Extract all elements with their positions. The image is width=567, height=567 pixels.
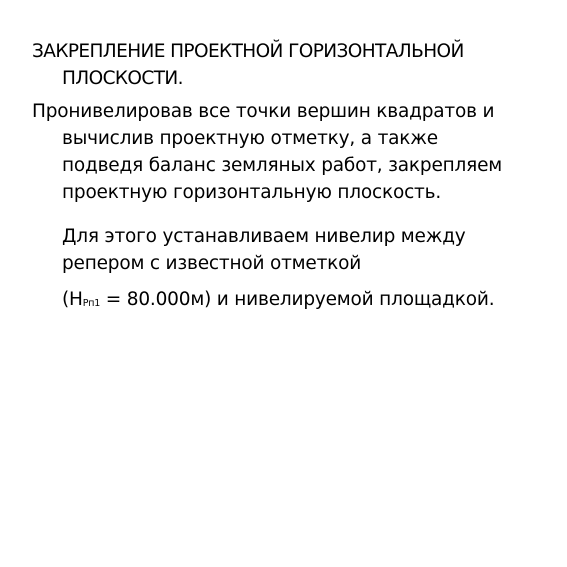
body-line-3: подведя баланс земляных работ, закрепляем (62, 155, 503, 176)
body-paragraph (32, 98, 542, 206)
body-line-2: вычислив проектную отметку, а также (62, 128, 438, 149)
benchmark-prefix: (Н (62, 289, 83, 310)
body-line-1: Пронивелировав все точки вершин квадратов и (32, 101, 495, 122)
title-line-1: ЗАКРЕПЛЕНИЕ ПРОЕКТНОЙ ГОРИЗОНТАЛЬНОЙ (32, 41, 464, 62)
body-line-4: проектную горизонтальную плоскость. (62, 182, 442, 203)
benchmark-subscript: Рп1 (82, 298, 101, 309)
instruction-paragraph (32, 223, 542, 316)
slide-title (32, 38, 542, 92)
instruction-line-3 (32, 286, 542, 316)
instruction-line-1: Для этого устанавливаем нивелир между (62, 226, 466, 247)
benchmark-suffix: = 80.000м) и нивелируемой площадкой. (100, 289, 495, 310)
instruction-line-2: репером с известной отметкой (62, 253, 362, 274)
title-line-2: ПЛОСКОСТИ. (62, 68, 183, 89)
